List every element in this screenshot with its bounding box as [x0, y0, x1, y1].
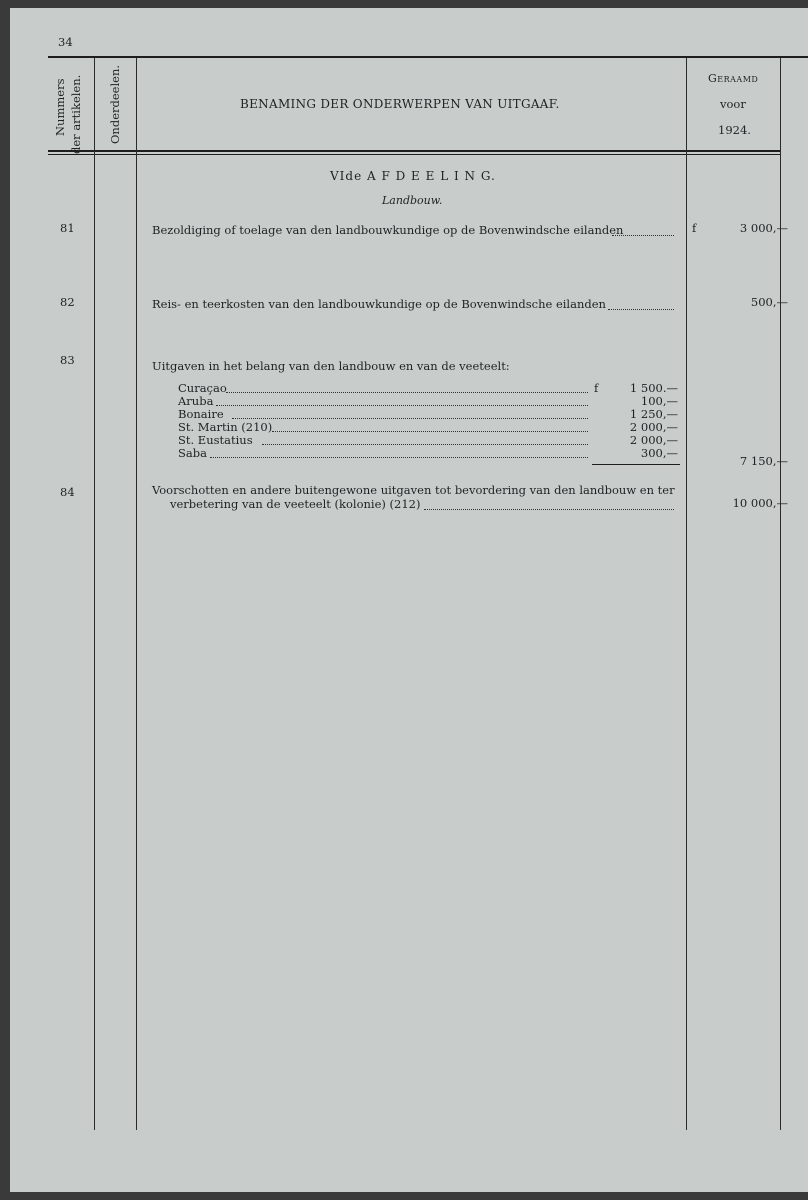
- document-page: [10, 8, 808, 1192]
- item-label: Bonaire: [178, 407, 224, 421]
- item-leader: [216, 405, 588, 406]
- item-label: Saba: [178, 446, 207, 460]
- article-81-number: 81: [60, 221, 75, 235]
- article-83-text: Uitgaven in het belang van den landbouw en van de veeteelt:: [152, 359, 510, 373]
- header-top-rule: [48, 56, 808, 58]
- article-84-leader: [424, 509, 674, 510]
- section-subtitle: Landbouw.: [382, 194, 443, 207]
- item-leader: [210, 457, 588, 458]
- header-onderdeelen: Onderdeelen.: [108, 64, 122, 144]
- page-number: 34: [58, 35, 73, 49]
- article-84-text-line1: Voorschotten en andere buitengewone uitgaven tot bevordering van den landbouw en ter: [152, 483, 675, 497]
- section-title: VIde A F D E E L I N G.: [330, 169, 496, 183]
- header-bottom-rule-2: [48, 154, 780, 155]
- item-value: 2 000,—: [629, 420, 678, 434]
- item-leader: [226, 392, 588, 393]
- header-bottom-rule: [48, 150, 780, 152]
- item-label: Aruba: [178, 394, 214, 408]
- col-line-right: [780, 58, 781, 1130]
- col-line-3: [686, 58, 687, 1130]
- article-81-leader: [612, 235, 674, 236]
- article-84-number: 84: [60, 485, 75, 499]
- header-year: 1924.: [718, 123, 751, 137]
- item-value: 1 250,—: [629, 407, 678, 421]
- article-83-number: 83: [60, 353, 75, 367]
- header-nummers-line2: der artikelen.: [69, 74, 83, 154]
- item-leader: [272, 431, 588, 432]
- item-value: 300,—: [640, 446, 678, 460]
- article-83-amount: 7 150,—: [739, 454, 788, 468]
- article-82-leader: [608, 309, 674, 310]
- subtotal-rule: [592, 464, 680, 465]
- item-label: St. Eustatius: [178, 433, 253, 447]
- item-value: 2 000,—: [629, 433, 678, 447]
- article-81-amount: 3 000,—: [739, 221, 788, 235]
- item-currency: f: [594, 381, 599, 395]
- item-value: 1 500.—: [629, 381, 678, 395]
- article-82-text: Reis- en teerkosten van den landbouwkundige op de Bovenwindsche eilanden: [152, 297, 606, 311]
- article-81-currency: f: [692, 221, 697, 235]
- item-leader: [262, 444, 588, 445]
- item-label: Curaçao: [178, 381, 227, 395]
- item-value: 100,—: [640, 394, 678, 408]
- article-81-text: Bezoldiging of toelage van den landbouwkundige op de Bovenwindsche eilanden: [152, 223, 624, 237]
- header-voor: voor: [720, 97, 746, 111]
- article-84-amount: 10 000,—: [732, 496, 788, 510]
- header-geraamd: Geraamd: [708, 72, 759, 85]
- article-82-amount: 500,—: [750, 295, 788, 309]
- article-84-text-line2: verbetering van de veeteelt (kolonie) (212): [170, 497, 421, 511]
- col-line-2: [136, 58, 137, 1130]
- header-benaming: BENAMING DER ONDERWERPEN VAN UITGAAF.: [240, 97, 560, 111]
- article-82-number: 82: [60, 295, 75, 309]
- col-line-1: [94, 58, 95, 1130]
- item-leader: [232, 418, 588, 419]
- item-label: St. Martin (210): [178, 420, 273, 434]
- header-nummers-line1: Nummers: [53, 78, 67, 136]
